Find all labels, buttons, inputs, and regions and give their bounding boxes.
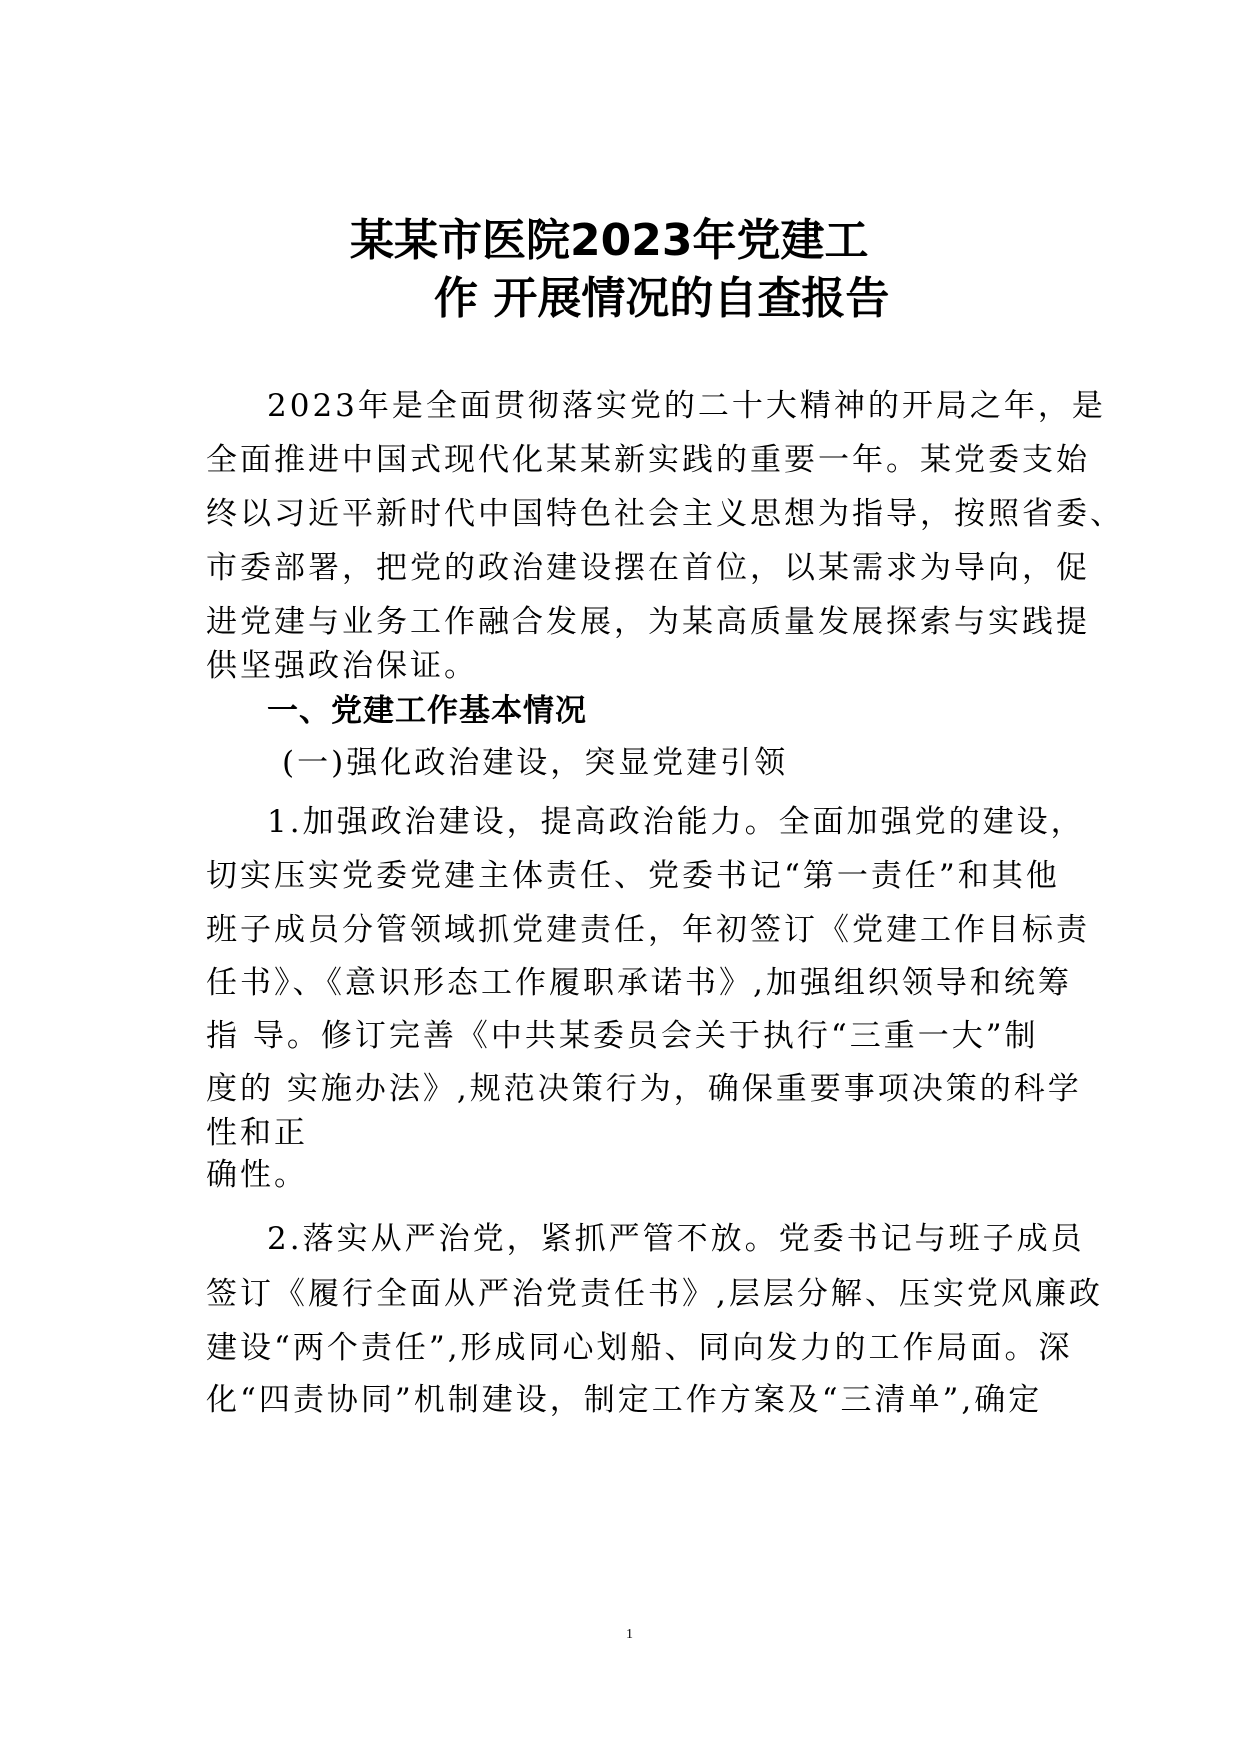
item2-line: 2.落实从严治党，紧抓严管不放。党委书记与班子成员 (267, 1221, 1085, 1257)
item1-line: 班子成员分管领域抓党建责任，年初签订《党建工作目标责 (206, 912, 1090, 948)
item2-line: 建设“两个责任”,形成同心划船、同向发力的工作局面。深 (206, 1330, 1073, 1366)
item1-line: 1.加强政治建设，提高政治能力。全面加强党的建设， (267, 804, 1085, 840)
item2-line: 化“四责协同”机制建设，制定工作方案及“三清单”,确定 (206, 1382, 1043, 1418)
intro-line: 2023年是全面贯彻落实党的二十大精神的开局之年，是 (267, 388, 1106, 424)
item1-line: 指 导。修订完善《中共某委员会关于执行“三重一大”制 (206, 1018, 1039, 1054)
intro-line: 终以习近平新时代中国特色社会主义思想为指导，按照省委、 (206, 496, 1124, 532)
section-heading: 一、党建工作基本情况 (267, 693, 587, 729)
intro-line: 全面推进中国式现代化某某新实践的重要一年。某党委支始 (206, 442, 1090, 478)
item1-line: 性和正 (206, 1115, 308, 1151)
document-title-line-2: 作 开展情况的自查报告 (434, 273, 890, 324)
item1-line: 度的 实施办法》,规范决策行为，确保重要事项决策的科学 (206, 1071, 1082, 1107)
item1-line: 切实压实党委党建主体责任、党委书记“第一责任”和其他 (206, 858, 1060, 894)
intro-line: 进党建与业务工作融合发展，为某高质量发展探索与实践提 (206, 604, 1090, 640)
item1-line: 确性。 (206, 1157, 308, 1193)
intro-line: 市委部署，把党的政治建设摆在首位，以某需求为导向，促 (206, 550, 1090, 586)
page-number: 1 (626, 1627, 633, 1642)
item1-line: 任书》、《意识形态工作履职承诺书》,加强组织领导和统筹 (206, 965, 1072, 1001)
document-title-line-1: 某某市医院2023年党建工 (350, 215, 869, 266)
intro-line: 供坚强政治保证。 (206, 648, 478, 684)
subsection-heading: (一)强化政治建设，突显党建引领 (282, 745, 789, 781)
item2-line: 签订《履行全面从严治党责任书》,层层分解、压实党风廉政 (206, 1276, 1103, 1312)
